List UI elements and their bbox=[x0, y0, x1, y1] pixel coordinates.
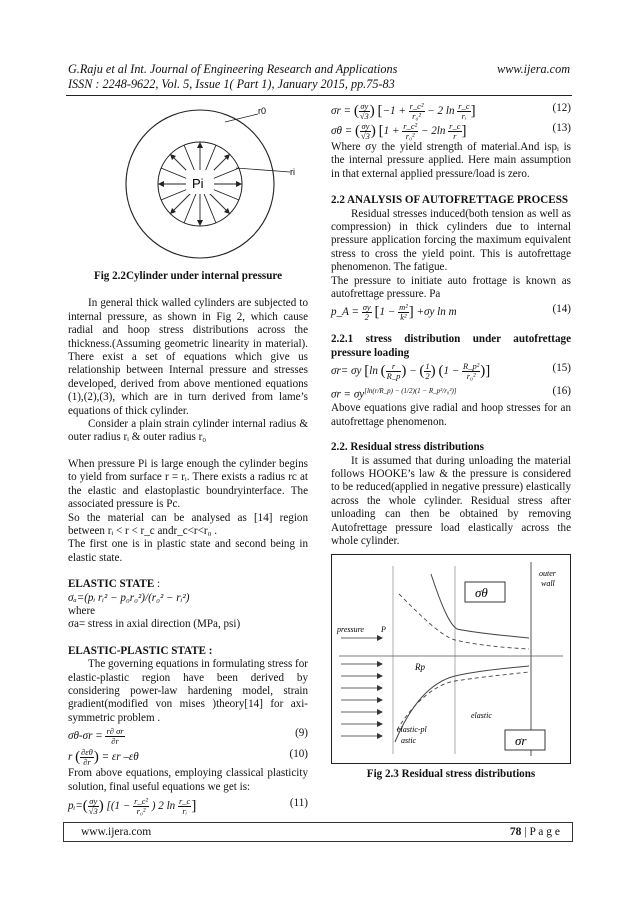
eq15-ro2: r₀² bbox=[466, 371, 476, 382]
eq12-root3: √3 bbox=[359, 111, 369, 121]
label-ro: r0 bbox=[258, 106, 267, 116]
eq9-fraction bbox=[105, 727, 124, 746]
eq15-rp: R_p bbox=[386, 371, 401, 382]
eq15-lhs: σr= σy bbox=[331, 365, 362, 378]
eq12-ro2: r₀² bbox=[412, 111, 421, 121]
label-elastic-plastic-1: elastic-pl bbox=[397, 725, 427, 735]
eq15-minus: − bbox=[409, 365, 417, 378]
para-hookes-law: It is assumed that during unloading the material follows HOOKE’s law & the pressure is considered to be reduced(applied in negative pressure) elastically across the whole cylinder. Residual stress after unloading can then be obtained by removing Autofrettage pressure load elastically across the whole cylinder. bbox=[331, 454, 571, 548]
para-yield-strength: Where σy the yield strength of material.And ispᵢ is the internal pressure applied. Here main assumption in that external applied pressure/load is zero. bbox=[331, 141, 571, 180]
eq15-one: 1 bbox=[425, 361, 430, 372]
eq14-number: (14) bbox=[552, 303, 571, 316]
elastic-plastic-heading: ELASTIC-PLASTIC STATE : bbox=[68, 644, 213, 657]
eq14-fraction-a bbox=[362, 303, 372, 322]
eq11-rc2: r_c² bbox=[134, 796, 148, 806]
eq14-tail: +σy ln m bbox=[416, 306, 457, 319]
sigma-a-definition: σa= stress in axial direction (MPa, psi) bbox=[68, 618, 241, 631]
para-governing: The governing equations in formulating stress for elastic-plastic region have been derived by considering power-law hardening model, strain gradient(modified von mises )theory[14] for axi-symmetric problem . bbox=[68, 658, 308, 724]
eq12-sigma-y: σy bbox=[360, 101, 369, 111]
eq11-ri: rᵢ bbox=[182, 806, 187, 816]
page-number: 78 bbox=[509, 826, 522, 838]
eq11-number: (11) bbox=[289, 797, 308, 809]
eq-axial-stress: σₐ=(pᵢ rᵢ² − p₀r₀²)/(r₀² − rᵢ²) bbox=[68, 591, 190, 604]
label-pi: Pi bbox=[192, 176, 204, 191]
eq15-r: r bbox=[386, 362, 402, 372]
eq-9 bbox=[68, 727, 308, 746]
eq13-number: (13) bbox=[552, 122, 571, 134]
eq15-two: 2 bbox=[425, 371, 430, 382]
eq14-fraction-b bbox=[398, 303, 409, 322]
para-thick-walled: In general thick walled cylinders are subjected to internal pressure, as shown in Fig 2, which cause radial and hoop stress distributions across the thickness.(Assuming geometric linearity in material). There exist a set of equations which give us relationship between Internal pressure and stresses developed, derived from above mentioned equations (1),(2),(3), which are in turn derived from lame’s equations of thick cylinder. bbox=[68, 297, 308, 417]
para-pressure-pi: When pressure Pi is large enough the cylinder begins to yield from surface r = rᵢ. There exists a radius rc at the elastic and elastoplastic boundryinterface. The associated pressure is Pc. bbox=[68, 457, 308, 511]
para-plain-strain: Consider a plain strain cylinder internal radius & outer radius rᵢ & outer radius r₀ bbox=[68, 418, 308, 444]
eq10-number: (10) bbox=[289, 748, 308, 761]
eq11-bracket: [(1 − bbox=[106, 800, 131, 813]
running-header bbox=[68, 62, 570, 92]
eq13-r: r bbox=[453, 131, 457, 141]
eq13-lhs: σθ = bbox=[331, 125, 353, 138]
eq12-lhs: σr = bbox=[331, 105, 352, 118]
eq-13: σθ = ( $\frac{\sigma y}{√3}$ ) [1 + $\frac{\text{r\_c²}}{\text{r₀²}}$ − 2ln $\frac{r\_c}{r}$ ] (13) bbox=[331, 121, 571, 141]
eq11-ro2: r₀² bbox=[136, 806, 146, 816]
eq11-rc: r_c bbox=[178, 796, 191, 806]
footer-url: www.ijera.com bbox=[81, 826, 152, 838]
right-column bbox=[331, 102, 571, 782]
label-sigma-theta: σθ bbox=[475, 585, 488, 601]
elastic-state-heading bbox=[68, 578, 308, 591]
eq16-number: (16) bbox=[552, 385, 571, 398]
issn-line: ISSN : 2248-9622, Vol. 5, Issue 1( Part 1), January 2015, pp.75-83 bbox=[68, 77, 395, 91]
journal-url: www.ijera.com bbox=[497, 62, 570, 76]
eq12-tail: − 2 ln bbox=[427, 105, 455, 118]
eq12-ri: rᵢ bbox=[461, 111, 467, 121]
eq11-sqrt-fraction bbox=[88, 797, 99, 816]
eq15-rp2: R_p² bbox=[463, 361, 480, 372]
eq11-lhs: pᵢ= bbox=[68, 800, 83, 813]
fig-2-3-caption: Fig 2.3 Residual stress distributions bbox=[366, 768, 536, 781]
label-rp: Rp bbox=[415, 662, 425, 673]
section-2-2-1-heading: 2.2.1 stress distribution under autofrettage pressure loading bbox=[331, 333, 571, 359]
eq13-fraction-a bbox=[402, 122, 418, 141]
eq10-numerator: ∂εθ bbox=[81, 747, 93, 758]
eq12-rc: r_c bbox=[458, 101, 470, 111]
eq12-body: −1 + bbox=[382, 105, 406, 118]
eq11-rc-ro-fraction bbox=[133, 797, 149, 816]
eq11-rc-ri-fraction bbox=[178, 797, 191, 816]
eq15-number: (15) bbox=[552, 362, 571, 375]
eq-10: r ( $\frac{\partial\varepsilon\theta}{\partial r}$ ) = εr –εθ (10) bbox=[68, 747, 308, 768]
label-elastic-plastic-2: astic bbox=[401, 736, 417, 746]
label-pressure: pressure bbox=[337, 625, 364, 635]
eq15-fraction-b bbox=[462, 362, 480, 381]
para-residual-stresses: Residual stresses induced(both tension as well as compression) in thick cylinders due to internal pressure application forcing the maximum equivalent stress to cross the yield point. This is autofrettage phenomenon. The fatigue. bbox=[331, 207, 571, 274]
eq13-ro2: r₀² bbox=[405, 131, 415, 141]
eq16-lhs: σr = σy bbox=[331, 388, 365, 401]
label-p: P bbox=[381, 625, 386, 635]
eq12-fraction-a bbox=[409, 102, 425, 121]
fig-2-2-diagram bbox=[68, 102, 308, 270]
footer-page bbox=[510, 826, 560, 838]
eq14-k2: k² bbox=[400, 312, 407, 323]
eq14-sigma-y: σy bbox=[362, 302, 371, 313]
elastic-state-title: ELASTIC STATE bbox=[68, 578, 155, 591]
eq14-lhs: p_A = bbox=[331, 306, 359, 319]
eq15-ln: ln bbox=[369, 365, 378, 378]
left-column bbox=[68, 102, 308, 816]
eq-16 bbox=[331, 385, 571, 402]
eq13-sigma-y: σy bbox=[361, 121, 370, 131]
para-autofrettage-pressure: The pressure to initiate auto frottage is known as autofrettage pressure. Pa bbox=[331, 274, 571, 301]
label-wall: wall bbox=[541, 579, 555, 589]
eq15-tail: 1 − bbox=[443, 365, 460, 378]
label-elastic: elastic bbox=[471, 711, 492, 721]
eq15-fraction-a bbox=[386, 362, 402, 381]
where-label: where bbox=[68, 604, 96, 617]
eq9-lhs: σθ-σr = bbox=[68, 730, 103, 743]
eq12-fraction-b bbox=[457, 102, 470, 121]
eq13-root3: √3 bbox=[360, 131, 370, 141]
eq14-m2: m² bbox=[399, 302, 408, 313]
eq9-numerator: r∂ σr bbox=[106, 726, 124, 737]
label-outer: outer bbox=[539, 569, 556, 579]
eq-12: σr = ( $\frac{\sigma y}{√3}$ ) [−1 + $\frac{\text{r\_c²}}{\text{r₀²}}$ − 2 ln $\frac{r\_c}{\text{rᵢ}}$ ] (12) bbox=[331, 101, 571, 121]
eq9-denominator: ∂r bbox=[111, 736, 119, 747]
eq10-denominator: ∂r bbox=[83, 757, 91, 768]
eq9-number: (9) bbox=[295, 727, 308, 740]
label-ri: ri bbox=[290, 167, 295, 177]
para-first-plastic: The first one is in plastic state and second being in elastic state. bbox=[68, 538, 308, 564]
eq13-fraction-b bbox=[448, 122, 461, 141]
page-footer bbox=[63, 822, 573, 842]
fig-2-3-diagram bbox=[331, 554, 571, 764]
para-region: So the material can be analysed as [14] region between rᵢ < r < r_c andr_c<r<r₀ . bbox=[68, 511, 308, 537]
eq14-two: 2 bbox=[364, 312, 369, 323]
eq13-sqrt-fraction bbox=[360, 122, 371, 141]
section-2-2-heading: 2.2 ANALYSIS OF AUTOFRETTAGE PROCESS bbox=[331, 194, 569, 207]
eq-14: p_A = $\frac{\sigma y}{2}$ [1 − $\frac{\text{m²}}{\text{k²}}$ ] +σy ln m (14) bbox=[331, 302, 571, 323]
section-residual-heading: 2.2. Residual stress distributions bbox=[331, 441, 484, 454]
para-above-equations: Above equations give radial and hoop stresses for an autofrettage phenomenon. bbox=[331, 402, 571, 428]
eq16-exponent: [ln(r/R_p) − (1/2)(1 − R_p²/r₀²)] bbox=[364, 387, 457, 396]
eq13-rc: r_c bbox=[449, 121, 461, 131]
eq14-body: 1 − bbox=[379, 306, 396, 319]
eq13-body: 1 + bbox=[383, 125, 400, 138]
eq11-sigma-y: σy bbox=[89, 796, 98, 806]
radial-residual-curve bbox=[397, 672, 529, 730]
eq13-rc2: r_c² bbox=[403, 121, 418, 131]
eq11-ln: ) 2 ln bbox=[151, 800, 176, 813]
hoop-residual-curve bbox=[399, 594, 529, 649]
label-sigma-r: σr bbox=[515, 733, 527, 749]
eq10-rhs: = εr –εθ bbox=[101, 751, 139, 764]
pressure-arrows bbox=[341, 638, 381, 736]
eq-11: pᵢ=( $\frac{\sigma y}{√3}$ ) [(1 − $\frac{\text{r\_c²}}{\text{r₀²}}$ ) 2 ln $\frac{r\_c}{\text{rᵢ}}$ ] (11) bbox=[68, 796, 308, 816]
header-rule bbox=[66, 95, 572, 96]
eq12-rc2: r_c² bbox=[409, 101, 424, 111]
fig-2-2-caption: Fig 2.2Cylinder under internal pressure bbox=[93, 270, 283, 282]
eq12-sqrt-fraction bbox=[359, 102, 370, 121]
eq10-lhs: r bbox=[68, 751, 73, 764]
eq13-tail: − 2ln bbox=[420, 125, 446, 138]
eq11-root3: √3 bbox=[88, 806, 98, 816]
eq12-number: (12) bbox=[552, 102, 571, 114]
page-word: | P a g e bbox=[521, 826, 560, 838]
para-final-equations: From above equations, employing classical plasticity solution, final useful equations we get is: bbox=[68, 767, 308, 793]
eq-15: σr= σy [ln ( $\frac{r}{R\_p}$ ) − ( $\frac{1}{2}$ ) (1 − $\frac{\text{R\_p²}}{\text{r₀²}}$ )] (15) bbox=[331, 361, 571, 382]
journal-title: G.Raju et al Int. Journal of Engineering Research and Applications bbox=[68, 62, 398, 76]
elastic-state-colon: : bbox=[154, 578, 161, 591]
eq10-fraction bbox=[80, 748, 94, 767]
